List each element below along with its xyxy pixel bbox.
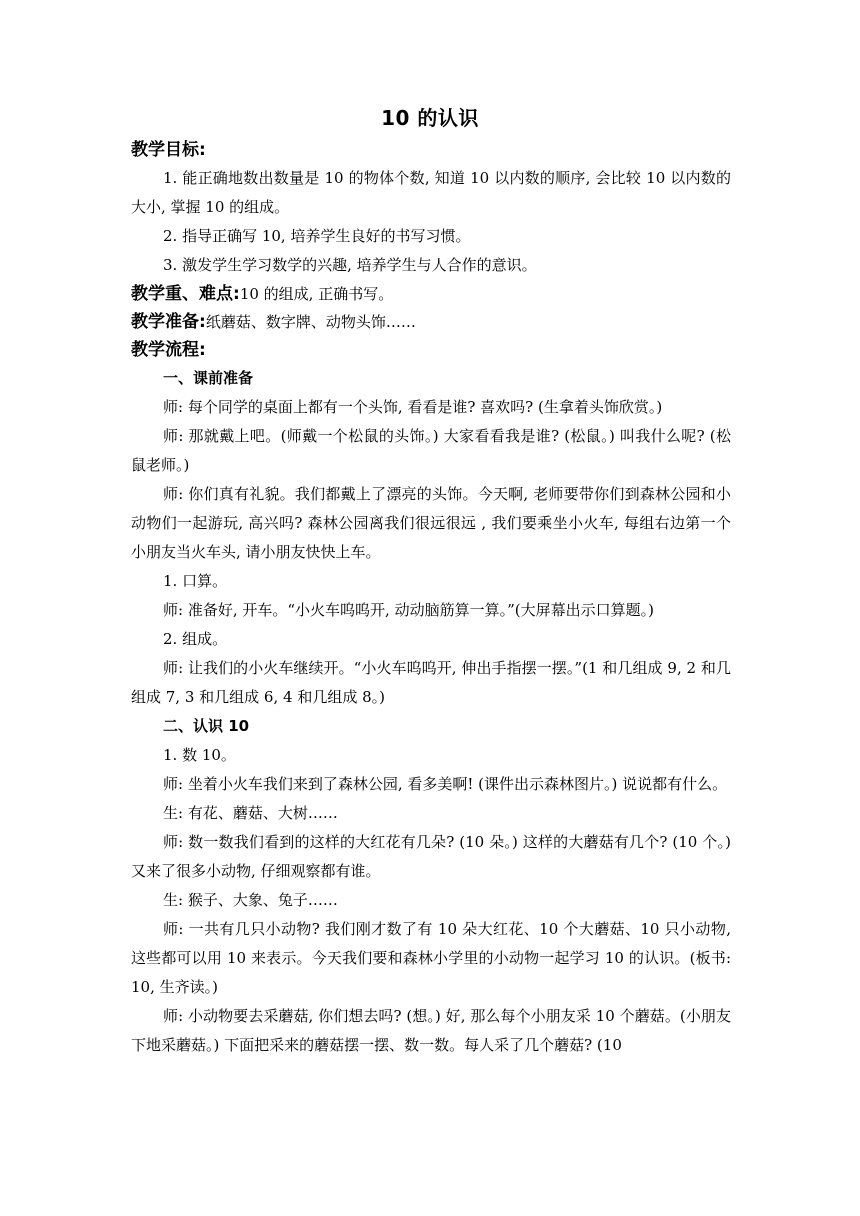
document-body [131, 136, 731, 1060]
section-heading: 二、认识 10 [163, 717, 250, 735]
goal-item: 2. 指导正确写 10, 培养学生良好的书写习惯。 [163, 227, 471, 245]
prep-line [131, 308, 731, 336]
paragraph: 师: 让我们的小火车继续开。“小火车呜呜开, 伸出手指摆一摆。”(1 和几组成 9, 2 和几组成 7, 3 和几组成 6, 4 和几组成 8。) [131, 659, 731, 706]
goal-item: 3. 激发学生学习数学的兴趣, 培养学生与人合作的意识。 [163, 256, 537, 274]
paragraph: 师: 小动物要去采蘑菇, 你们想去吗? (想。) 好, 那么每个小朋友采 10 个蘑菇。(小朋友下地采蘑菇。) 下面把采来的蘑菇摆一摆、数一数。每人采了几个蘑菇? (10 [131, 1007, 731, 1054]
section-heading: 一、课前准备 [163, 369, 254, 387]
prep-text: 纸蘑菇、数字牌、动物头饰…… [205, 313, 416, 331]
paragraph: 师: 你们真有礼貌。我们都戴上了漂亮的头饰。今天啊, 老师要带你们到森林公园和小动物们一起游玩, 高兴吗? 森林公园离我们很远很远 , 我们要乘坐小火车, 每组右边第一个小朋友当火车头, 请小朋友快快上车。 [131, 485, 731, 561]
paragraph: 师: 坐着小火车我们来到了森林公园, 看多美啊! (课件出示森林图片。) 说说都有什么。 [163, 775, 728, 793]
paragraph: 生: 有花、蘑菇、大树…… [163, 804, 338, 822]
key-points-text: 10 的组成, 正确书写。 [239, 285, 394, 303]
paragraph: 1. 口算。 [163, 572, 228, 590]
key-points-line [131, 280, 731, 308]
prep-heading: 教学准备: [131, 312, 206, 332]
process-heading: 教学流程: [131, 340, 206, 360]
paragraph: 师: 那就戴上吧。(师戴一个松鼠的头饰。) 大家看看我是谁? (松鼠。) 叫我什么呢? (松鼠老师。) [131, 427, 731, 474]
paragraph: 2. 组成。 [163, 630, 228, 648]
goal-item: 1. 能正确地数出数量是 10 的物体个数, 知道 10 以内数的顺序, 会比较 10 以内数的大小, 掌握 10 的组成。 [131, 169, 731, 216]
paragraph: 1. 数 10。 [163, 746, 236, 764]
key-points-heading: 教学重、难点: [131, 284, 240, 304]
paragraph: 师: 数一数我们看到的这样的大红花有几朵? (10 朵。) 这样的大蘑菇有几个? (10 个。) 又来了很多小动物, 仔细观察都有谁。 [131, 833, 731, 880]
paragraph: 生: 猴子、大象、兔子…… [163, 891, 338, 909]
goals-heading: 教学目标: [131, 140, 206, 160]
paragraph: 师: 准备好, 开车。“小火车呜呜开, 动动脑筋算一算。”(大屏幕出示口算题。) [163, 601, 654, 619]
paragraph: 师: 每个同学的桌面上都有一个头饰, 看看是谁? 喜欢吗? (生拿着头饰欣赏。) [163, 398, 663, 416]
paragraph: 师: 一共有几只小动物? 我们刚才数了有 10 朵大红花、10 个大蘑菇、10 只小动物, 这些都可以用 10 来表示。今天我们要和森林小学里的小动物一起学习 10 的认识。(板书: 10, 生齐读。) [131, 920, 731, 996]
document-title: 10 的认识 [381, 106, 479, 130]
